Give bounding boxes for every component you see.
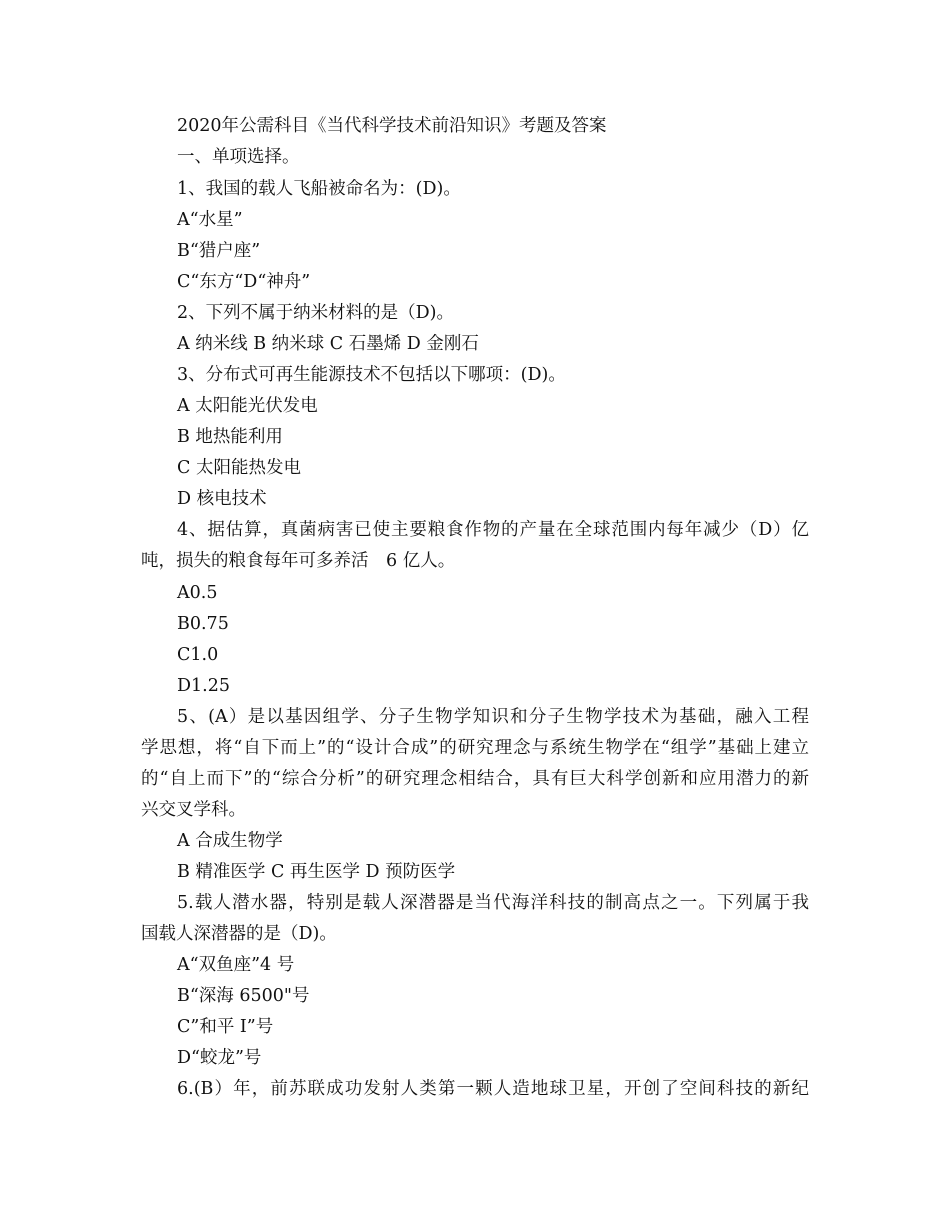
option-line: D 核电技术 [177, 489, 267, 509]
option-line: A 合成生物学 [177, 831, 283, 851]
option-line: B 地热能利用 [177, 427, 283, 447]
section-heading: 一、单项选择。 [177, 147, 300, 167]
option-line: B 精准医学 C 再生医学 D 预防医学 [177, 862, 456, 882]
option-line: B0.75 [177, 614, 229, 634]
question-4: 4、据估算，真菌病害已使主要粮食作物的产量在全球范围内每年减少（D）亿 [177, 520, 809, 540]
option-line: C1.0 [177, 645, 219, 665]
option-line: A 纳米线 B 纳米球 C 石墨烯 D 金刚石 [177, 334, 479, 354]
question-5: 5、(A）是以基因组学、分子生物学知识和分子生物学技术为基础，融入工程 [177, 707, 809, 727]
question-1: 1、我国的载人飞船被命名为：(D)。 [177, 179, 461, 199]
option-line: C”和平 I”号 [177, 1017, 274, 1037]
option-line: A 太阳能光伏发电 [177, 396, 318, 416]
question-5b: 5.载人潜水器，特别是载人深潜器是当代海洋科技的制高点之一。下列属于我 [177, 893, 809, 913]
option-line: A“水星” [177, 210, 243, 230]
option-line: D“蛟龙”号 [177, 1048, 262, 1068]
option-line: A0.5 [177, 583, 218, 603]
option-line: D1.25 [177, 676, 230, 696]
option-line: C“东方“D“神舟” [177, 272, 311, 292]
question-2: 2、下列不属于纳米材料的是（D)。 [177, 303, 454, 323]
document-title: 2020年公需科目《当代科学技术前沿知识》考题及答案 [177, 116, 607, 136]
question-3: 3、分布式可再生能源技术不包括以下哪项：(D)。 [177, 365, 566, 385]
question-6: 6.(B）年，前苏联成功发射人类第一颗人造地球卫星，开创了空间科技的新纪 [177, 1079, 809, 1099]
question-5-continued: 的“自上而下”的“综合分析”的研究理念相结合，具有巨大科学创新和应用潜力的新 [141, 769, 809, 789]
option-line: B“猎户座” [177, 241, 261, 261]
question-5-continued: 学思想，将“自下而上”的“设计合成”的研究理念与系统生物学在“组学”基础上建立 [141, 738, 809, 758]
question-4-continued: 吨，损失的粮食每年可多养活 6 亿人。 [141, 551, 456, 571]
option-line: C 太阳能热发电 [177, 458, 301, 478]
question-5-continued: 兴交叉学科。 [141, 800, 246, 820]
question-5b-continued: 国载人深潜器的是（D)。 [141, 924, 337, 944]
option-line: A“双鱼座”4 号 [177, 955, 295, 975]
option-line: B“深海 6500"号 [177, 986, 310, 1006]
